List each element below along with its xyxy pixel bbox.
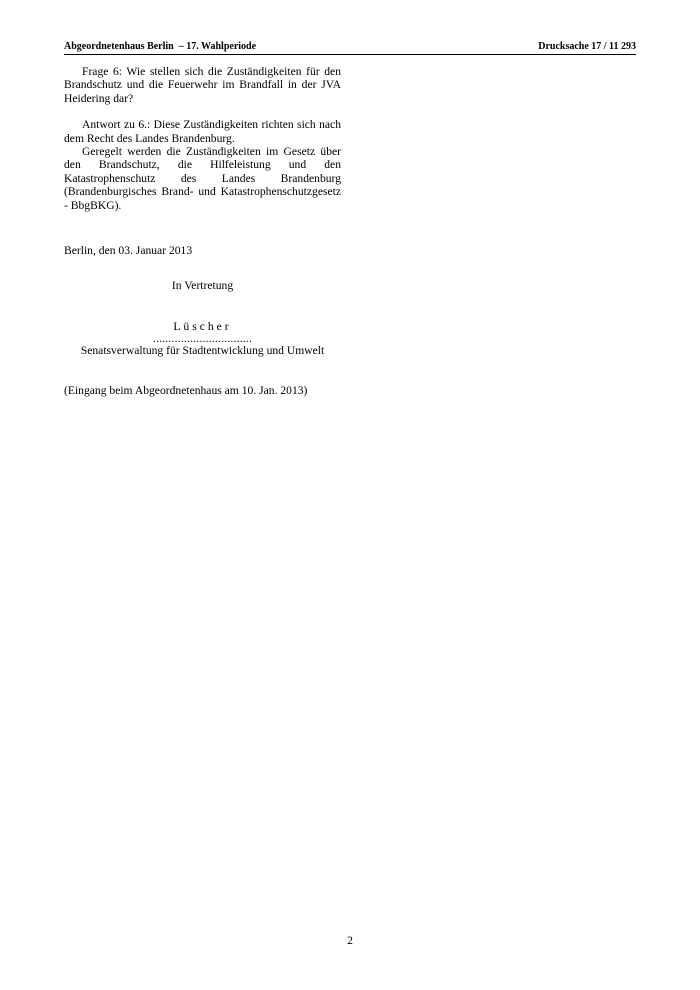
page-header	[64, 40, 636, 54]
signature-dots: ................................	[152, 332, 253, 346]
authority-name: Senatsverwaltung für Stadtentwicklung und Umwelt	[80, 344, 325, 358]
signer-name: Lüscher	[173, 319, 232, 333]
page-number: 2	[347, 934, 353, 947]
header-parliament-title: Abgeordnetenhaus Berlin – 17. Wahlperiode	[64, 41, 257, 52]
main-text-column	[64, 65, 341, 397]
answer-detail-paragraph: Geregelt werden die Zuständigkeiten im Gesetz über den Brandschutz, die Hilfeleistung und den Katastrophenschutz des Landes Brandenburg (Brandenburgisches Brand- und Katastrophenschutzgesetz - BbgBKG).	[64, 145, 341, 212]
answer-paragraph: Antwort zu 6.: Diese Zuständigkeiten richten sich nach dem Recht des Landes Brandenburg.	[64, 118, 341, 145]
date-line: Berlin, den 03. Januar 2013	[64, 244, 193, 258]
header-document-number: Drucksache 17 / 11 293	[538, 41, 636, 52]
question-paragraph: Frage 6: Wie stellen sich die Zuständigkeiten für den Brandschutz und die Feuerwehr im Brandfall in der JVA Heidering dar?	[64, 65, 341, 105]
header-rule	[64, 54, 636, 55]
receipt-note: (Eingang beim Abgeordnetenhaus am 10. Jan. 2013)	[64, 383, 308, 397]
representation-line: In Vertretung	[171, 279, 234, 293]
